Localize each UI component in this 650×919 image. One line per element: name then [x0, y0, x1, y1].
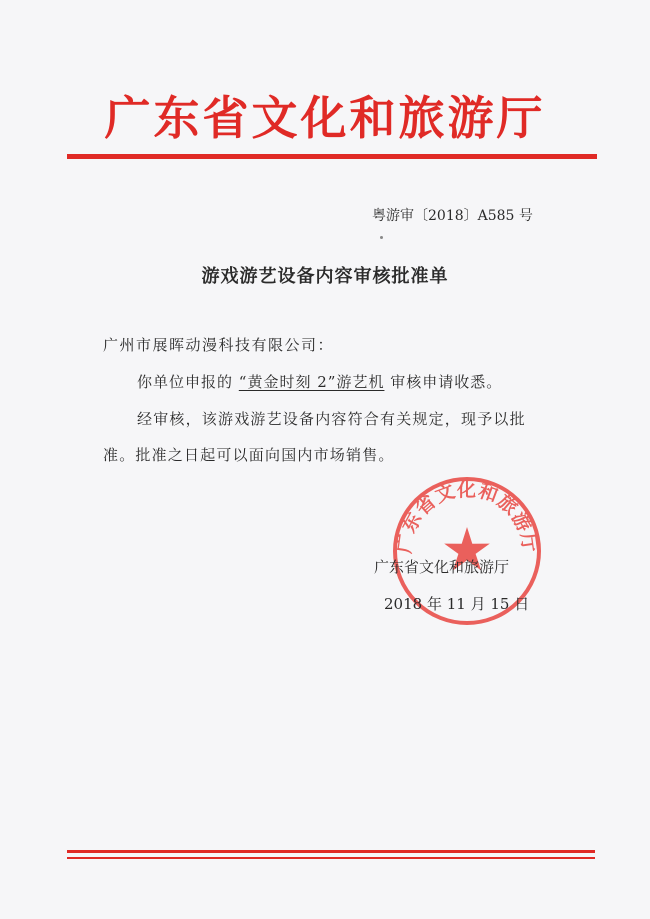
header-red-rule: [67, 154, 597, 159]
scan-speck: [380, 236, 383, 239]
product-name: “黄金时刻 2”游艺机: [238, 373, 385, 391]
paragraph-2-line-1: 经审核，该游戏游艺设备内容符合有关规定，现予以批: [137, 410, 526, 428]
seal-text: 广东省文化和旅游厅: [393, 478, 541, 555]
document-title: 游戏游艺设备内容审核批准单: [201, 266, 449, 287]
paragraph-1: [137, 371, 502, 392]
addressee: 广州市展晖动漫科技有限公司：: [103, 336, 335, 354]
paragraph-1-prefix: 你单位申报的: [137, 373, 234, 391]
signatory-name: 广东省文化和旅游厅: [374, 558, 510, 576]
agency-header: 广东省文化和旅游厅: [104, 91, 546, 145]
paragraph-2-line-2: 准。批准之日起可以面向国内市场销售。: [103, 446, 395, 464]
signature-date: 2018 年 11 月 15 日: [384, 595, 530, 613]
paragraph-1-suffix: 审核申请收悉。: [390, 373, 503, 391]
footer-red-rule-thick: [67, 850, 595, 853]
footer-red-rule-thin: [67, 857, 595, 859]
document-number: 粤游审〔2018〕A585 号: [372, 208, 533, 224]
